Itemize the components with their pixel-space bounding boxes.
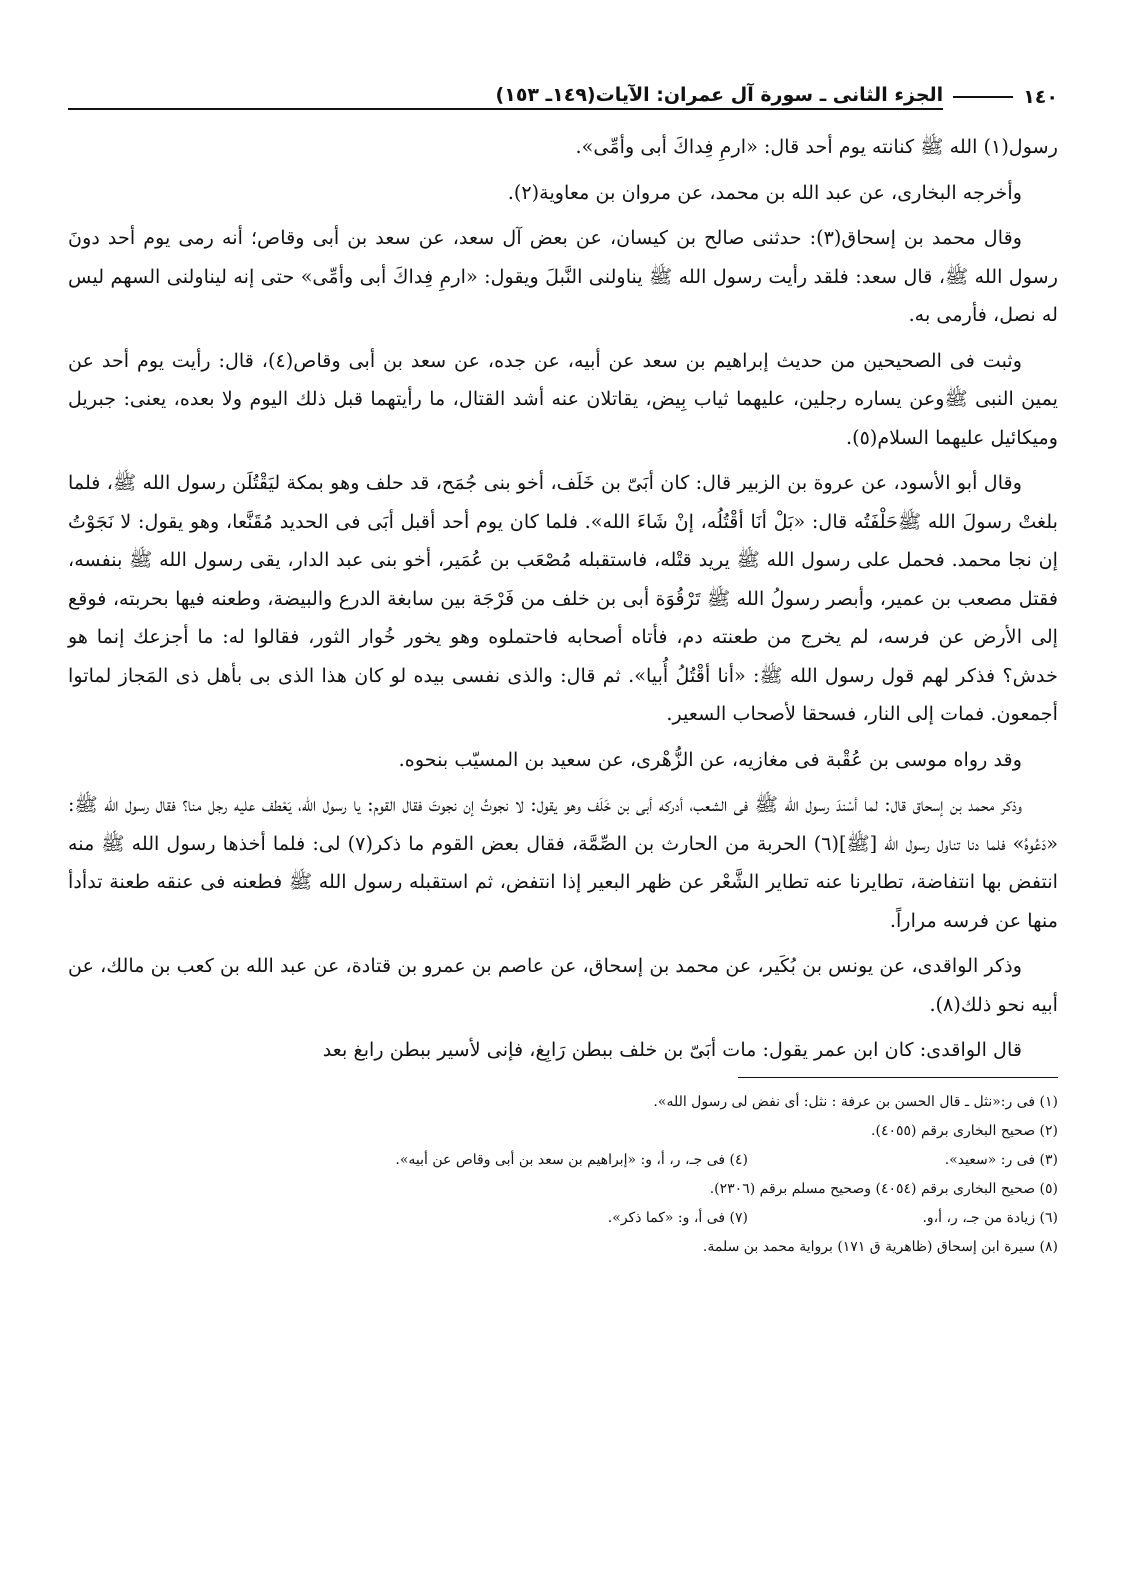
footnote-row (68, 1204, 1058, 1233)
paragraph: وذكر الواقدى، عن يونس بن بُكَير، عن محمد بن إسحاق، عن عاصم بن عمرو بن قتادة، عن عبد الله بن كعب بن مالك، عن أبيه نحو ذلك(٨). (68, 954, 1058, 1016)
page-number: ١٤٠ (1023, 86, 1058, 108)
running-header (68, 80, 1058, 114)
footnote-1: (١) فى ر:«نثل ـ قال الحسن بن عرفة : نثل: أى نفض لى رسول الله». (653, 1093, 1058, 1110)
paragraph: وقد رواه موسى بن عُقْبة فى مغازيه، عن الزُّهْرى، عن سعيد بن المسيّب بنحوه. (398, 747, 1022, 771)
paragraph: وذكر محمد بن إسحاق قال: لما أسْندَ رسول الله ﷺ فى الشعب، أدركه أبى بن خَلَف وهو يقول: لا نجوتُ إن نجوتَ فقال القوم: يا رسول الله، يَعْطف عليه رجل منا؟ فقال رسول الله ﷺ: «دَعُوهُ» فلما دنا تناول رسول الله [ﷺ](٦) الحربة من الحارث بن الصِّمَّة، فقال بعض القوم ما ذكر(٧) لى: فلما أخذها رسول الله ﷺ منه انتفض بها انتفاضة، تطايرنا عنه تطاير الشَّعْر عن ظهر البعير إذا انتفض، ثم استقبله رسول الله ﷺ فطعنه فى عنقه طعنة تدأدأ منها عن فرسه مراراً. (68, 793, 1058, 932)
footnote-4: (٤) فى جـ، ر، أ، و: «إبراهيم بن سعد بن أبى وقاص عن أبيه». (395, 1151, 748, 1168)
paragraph: وثبت فى الصحيحين من حديث إبراهيم بن سعد عن أبيه، عن جده، عن سعد بن أبى وقاص(٤)، قال: رأيت يوم أحد عن يمين النبى ﷺوعن يساره رجلين، عليهما ثياب بِيض، يقاتلان عنه أشد القتال، ما رأيتهما قبل ذلك اليوم ولا بعده، يعنى: جبريل وميكائيل عليهما السلام(٥). (68, 348, 1058, 449)
paragraph: رسول(١) الله ﷺ كنانته يوم أحد قال: «ارمِ فِداكَ أبى وأمِّى». (575, 135, 1058, 158)
footnote-2: (٢) صحيح البخارى برقم (٤٠٥٥). (871, 1122, 1058, 1139)
running-title: الجزء الثانى ـ سورة آل عمران: الآيات(١٤٩ـ ١٥٣) (68, 84, 943, 110)
book-page (68, 80, 1058, 1500)
main-text (68, 128, 1058, 1070)
footnote-separator (738, 1077, 1058, 1078)
paragraph: وقال أبو الأسود، عن عروة بن الزبير قال: كان أبَىّ بن خَلَف، أخو بنى جُمَح، قد حلف وهو بمكة ليَقْتُلَن رسول الله ﷺ، فلما بلغتْ رسولَ الله ﷺحَلْفَتُه قال: «بَلْ أنَا أقْتُلُه، إنْ شَاءَ الله». فلما كان يوم أحد أقبل أبَى فى الحديد مُقَنَّعا، وهو يقول: لا نَجَوْتُ إن نجا محمد. فحمل على رسول الله ﷺ يريد قتْله، فاستقبله مُصْعَب بن عُمَير، أخو بنى عبد الدار، يقى رسول الله ﷺ بنفسه، فقتل مصعب بن عمير، وأبصر رسولُ الله ﷺ تَرْقُوَة أبى بن خلف من فَرْجَة بين سابغة الدرع والبيضة، وطعنه فيها بحربته، فوقع إلى الأرض عن فرسه، لم يخرج من طعنته دم، فأتاه أصحابه فاحتملوه وهو يخور خُوار الثور، فقالوا له: ما أجزعك إنما هو خدش؟ فذكر لهم قول رسول الله ﷺ: «أنا أقْتُلُ أُبيا». ثم قال: والذى نفسى بيده لو كان هذا الذى بى بأهل ذى المَجاز لماتوا أجمعون. فمات إلى النار، فسحقا لأصحاب السعير. (68, 471, 1058, 725)
paragraph: وقال محمد بن إسحاق(٣): حدثنى صالح بن كيسان، عن بعض آل سعد، عن سعد بن أبى وقاص؛ أنه رمى يوم أحد دونَ رسول الله ﷺ، قال سعد: فلقد رأيت رسول الله ﷺ يناولنى النَّبلَ ويقول: «ارمِ فِداكَ أبى وأمِّى» حتى إنه ليناولنى السهم ليس له نصل، فأرمى به. (68, 226, 1058, 326)
footnote-5: (٥) صحيح البخارى برقم (٤٠٥٤) وصحيح مسلم برقم (٢٣٠٦). (709, 1180, 1058, 1197)
paragraph: قال الواقدى: كان ابن عمر يقول: مات أبَىّ بن خلف ببطن رَابِغ، فإنى لأسير ببطن رابغ بعد (322, 1038, 1022, 1061)
footnote-3: (٣) فى ر: «سعيد». (944, 1151, 1058, 1168)
footnote-row (68, 1146, 1058, 1175)
footnote-8: (٨) سيرة ابن إسحاق (ظاهرية ق ١٧١) برواية محمد بن سلمة. (702, 1238, 1058, 1255)
paragraph: وأخرجه البخارى، عن عبد الله بن محمد، عن مروان بن معاوية(٢). (507, 180, 1022, 204)
footnote-6: (٦) زيادة من جـ، ر، أ،و. (922, 1209, 1058, 1226)
footnotes (68, 1088, 1058, 1262)
header-rule (953, 96, 1013, 98)
footnote-7: (٧) فى أ، و: «كما ذكر». (607, 1209, 748, 1226)
